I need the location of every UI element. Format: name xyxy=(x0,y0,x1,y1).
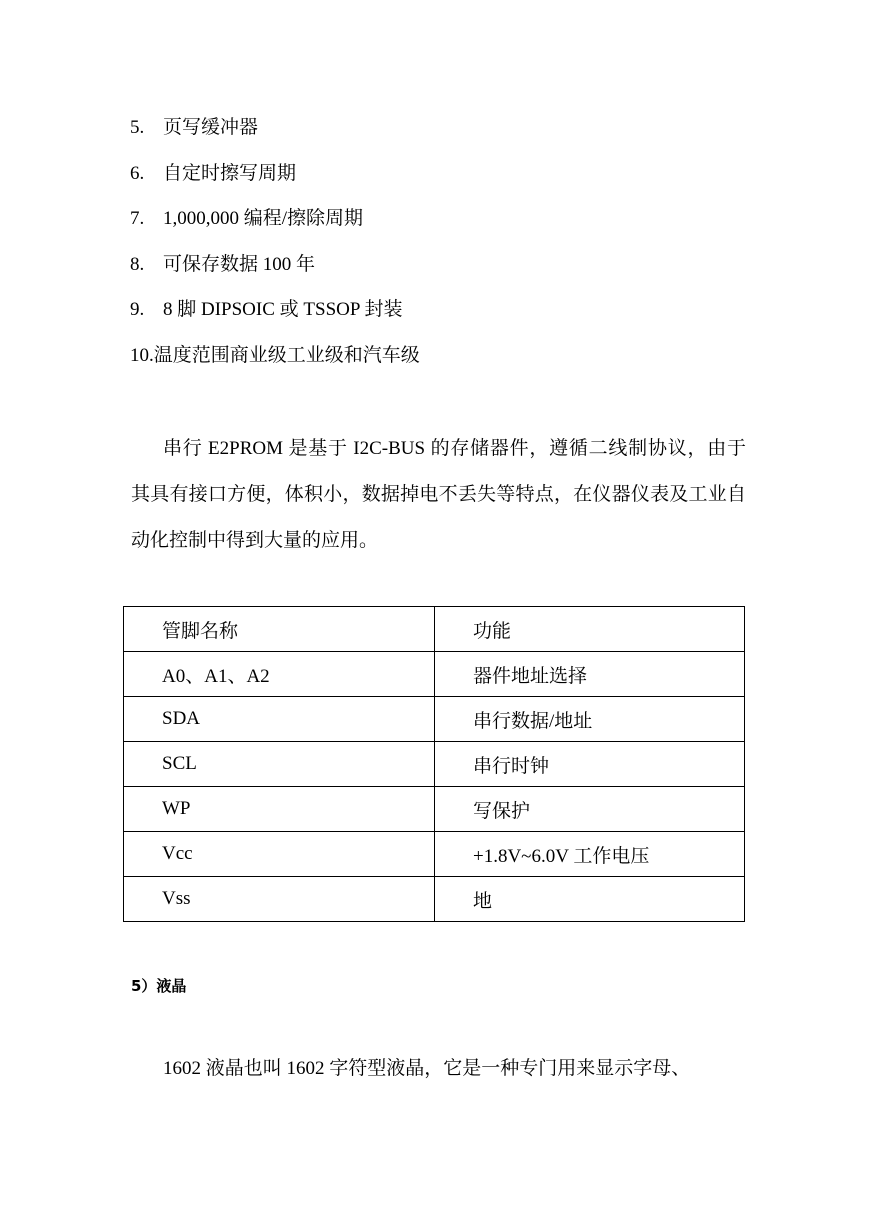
table-row xyxy=(124,877,745,922)
pin-table xyxy=(123,606,745,922)
table-cell: WP xyxy=(124,787,435,832)
list-item xyxy=(130,158,420,204)
table-cell: 地 xyxy=(435,877,745,922)
table-cell: Vss xyxy=(124,877,435,922)
list-item-number: 9. xyxy=(130,299,145,321)
table-cell: SCL xyxy=(124,742,435,787)
list-item-text: 自定时擦写周期 xyxy=(163,162,297,184)
intro-paragraph: 串行 E2PROM 是基于 I2C-BUS 的存储器件，遵循二线制协议，由于其具有接口方便，体积小，数据掉电不丢失等特点，在仪器仪表及工业自动化控制中得到大量的应用。 xyxy=(131,438,746,551)
list-item-number: 7. xyxy=(130,208,145,230)
table-cell: SDA xyxy=(124,697,435,742)
list-item-number: 10. xyxy=(130,344,154,366)
table-cell: 器件地址选择 xyxy=(435,652,745,697)
list-item xyxy=(130,249,420,295)
table-cell: 写保护 xyxy=(435,787,745,832)
table-header-row xyxy=(124,607,745,652)
list-item-text: 8 脚 DIPSOIC 或 TSSOP 封装 xyxy=(163,299,403,321)
table-cell: +1.8V~6.0V 工作电压 xyxy=(435,832,745,877)
list-item xyxy=(130,294,420,340)
feature-list xyxy=(130,112,420,386)
table-row xyxy=(124,832,745,877)
list-item-number: 8. xyxy=(130,253,145,275)
list-item-number: 6. xyxy=(130,162,145,184)
list-item-text: 页写缓冲器 xyxy=(163,117,259,138)
lcd-paragraph: 1602 液晶也叫 1602 字符型液晶，它是一种专门用来显示字母、 xyxy=(163,1058,691,1079)
table-row xyxy=(124,787,745,832)
section-heading: 5）液晶 xyxy=(131,977,187,995)
list-item-text: 温度范围商业级工业级和汽车级 xyxy=(153,344,420,366)
table-row xyxy=(124,697,745,742)
table-cell: Vcc xyxy=(124,832,435,877)
list-item-text: 1,000,000 编程/擦除周期 xyxy=(163,208,364,230)
table-header-cell: 管脚名称 xyxy=(124,607,435,652)
list-item-number: 5. xyxy=(130,117,145,138)
table-cell: 串行数据/地址 xyxy=(435,697,745,742)
list-item xyxy=(130,112,420,158)
table-cell: 串行时钟 xyxy=(435,742,745,787)
table-header-cell: 功能 xyxy=(435,607,745,652)
list-item xyxy=(130,340,420,386)
table-row xyxy=(124,652,745,697)
table-row xyxy=(124,742,745,787)
list-item xyxy=(130,203,420,249)
list-item-text: 可保存数据 100 年 xyxy=(163,253,316,275)
table-cell: A0、A1、A2 xyxy=(124,652,435,697)
